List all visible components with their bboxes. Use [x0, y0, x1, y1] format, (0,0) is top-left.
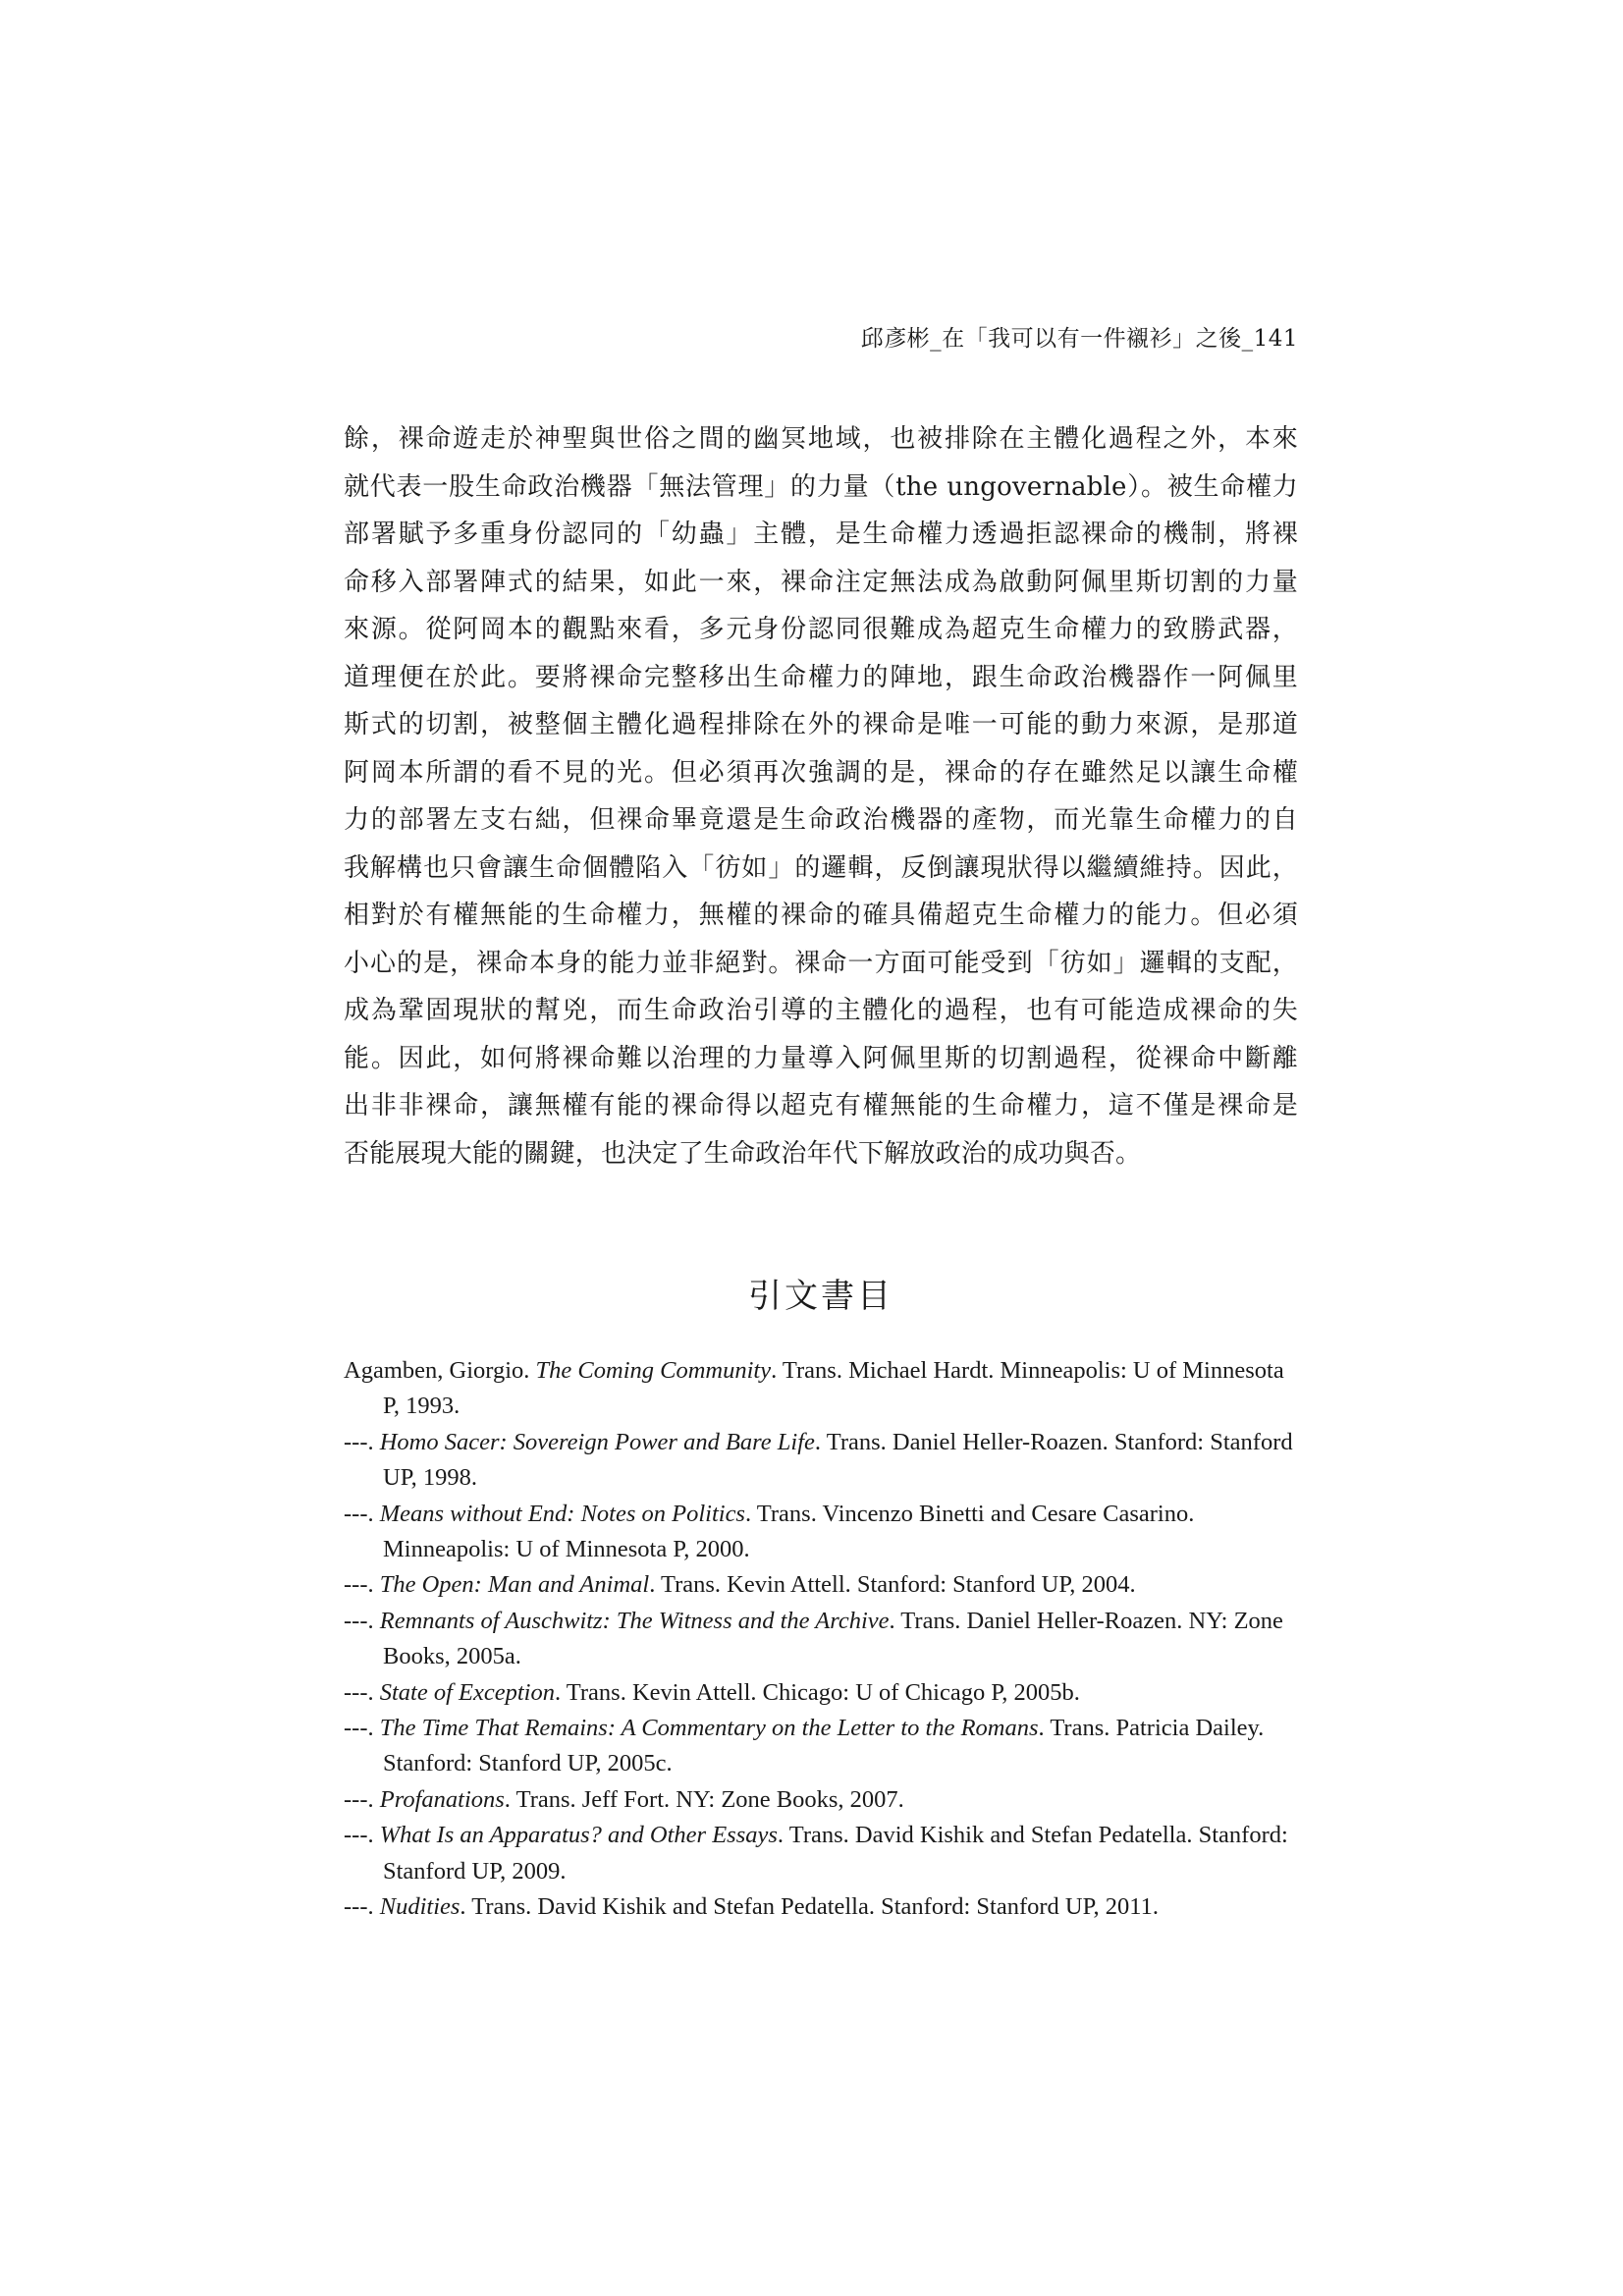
- entry-title: Homo Sacer: Sovereign Power and Bare Life: [379, 1428, 815, 1455]
- bibliography-entry: [344, 1604, 1301, 1675]
- running-header: 邱彥彬_在「我可以有一件襯衫」之後_141: [860, 326, 1298, 352]
- entry-details: . Trans. Kevin Attell. Stanford: Stanford UP, 2004.: [649, 1571, 1136, 1599]
- entry-title: The Coming Community: [535, 1357, 772, 1384]
- entry-details: . Trans. Daniel Heller-Roazen. NY: Zone Books, 2005a.: [383, 1607, 1283, 1670]
- bibliography-heading: 引文書目: [748, 1277, 893, 1316]
- entry-prefix: ---.: [344, 1678, 380, 1706]
- entry-prefix: ---.: [344, 1571, 380, 1599]
- body-line: 餘，裸命遊走於神聖與世俗之間的幽冥地域，也被排除在主體化過程之外，本來: [344, 424, 1298, 454]
- body-line: 小心的是，裸命本身的能力並非絕對。裸命一方面可能受到「彷如」邏輯的支配，: [344, 948, 1298, 978]
- entry-title: State of Exception: [379, 1678, 555, 1706]
- entry-title: What Is an Apparatus? and Other Essays: [379, 1822, 778, 1849]
- entry-prefix: ---.: [344, 1785, 380, 1813]
- entry-title: Nudities: [379, 1893, 460, 1921]
- entry-details: . Trans. Patricia Dailey. Stanford: Stanford UP, 2005c.: [383, 1715, 1265, 1777]
- bibliography-list: [344, 1353, 1301, 1926]
- body-line: 部署賦予多重身份認同的「幼蟲」主體，是生命權力透過拒認裸命的機制，將裸: [344, 519, 1298, 549]
- body-line: 來源。從阿岡本的觀點來看，多元身份認同很難成為超克生命權力的致勝武器，: [344, 615, 1298, 644]
- entry-details: . Trans. Michael Hardt. Minneapolis: U of Minnesota P, 1993.: [383, 1357, 1284, 1420]
- entry-title: Profanations: [379, 1785, 505, 1813]
- body-line: 阿岡本所謂的看不見的光。但必須再次強調的是，裸命的存在雖然足以讓生命權: [344, 757, 1298, 788]
- body-line: 就代表一股生命政治機器「無法管理」的力量（the ungovernable）。被生命權力: [344, 471, 1298, 502]
- bibliography-entry: [344, 1497, 1301, 1568]
- entry-details: . Trans. David Kishik and Stefan Pedatella. Stanford: Stanford UP, 2009.: [383, 1822, 1288, 1885]
- body-paragraph: [344, 415, 1298, 1177]
- bibliography-entry: [344, 1711, 1301, 1782]
- entry-title: Means without End: Notes on Politics: [379, 1500, 745, 1527]
- body-line: 相對於有權無能的生命權力，無權的裸命的確具備超克生命權力的能力。但必須: [344, 901, 1298, 930]
- entry-prefix: ---.: [344, 1893, 380, 1921]
- entry-prefix: Agamben, Giorgio.: [344, 1357, 536, 1384]
- entry-prefix: ---.: [344, 1607, 380, 1634]
- bibliography-entry: [344, 1818, 1301, 1889]
- bibliography-entry: [344, 1567, 1301, 1603]
- entry-title: The Time That Remains: A Commentary on the Letter to the Romans: [379, 1715, 1039, 1742]
- bibliography-entry: [344, 1425, 1301, 1497]
- body-line: 道理便在於此。要將裸命完整移出生命權力的陣地，跟生命政治機器作一阿佩里: [344, 662, 1298, 692]
- entry-details: . Trans. David Kishik and Stefan Pedatella. Stanford: Stanford UP, 2011.: [460, 1893, 1159, 1921]
- body-line: 出非非裸命，讓無權有能的裸命得以超克有權無能的生命權力，這不僅是裸命是: [344, 1091, 1298, 1121]
- entry-title: Remnants of Auschwitz: The Witness and the Archive: [379, 1607, 890, 1634]
- body-line: 成為鞏固現狀的幫兇，而生命政治引導的主體化的過程，也有可能造成裸命的失: [344, 996, 1298, 1025]
- entry-prefix: ---.: [344, 1500, 380, 1527]
- body-line: 能。因此，如何將裸命難以治理的力量導入阿佩里斯的切割過程，從裸命中斷離: [344, 1043, 1298, 1073]
- bibliography-entry: [344, 1675, 1301, 1711]
- bibliography-entry: [344, 1782, 1301, 1818]
- entry-details: . Trans. Vincenzo Binetti and Cesare Casarino. Minneapolis: U of Minnesota P, 2000.: [383, 1500, 1195, 1563]
- entry-details: . Trans. Daniel Heller-Roazen. Stanford: Stanford UP, 1998.: [383, 1428, 1293, 1492]
- bibliography-entry: [344, 1889, 1301, 1925]
- body-line: 否能展現大能的關鍵，也決定了生命政治年代下解放政治的成功與否。: [344, 1138, 1142, 1169]
- entry-details: . Trans. Jeff Fort. NY: Zone Books, 2007.: [504, 1785, 904, 1813]
- entry-prefix: ---.: [344, 1715, 380, 1742]
- entry-details: . Trans. Kevin Attell. Chicago: U of Chicago P, 2005b.: [554, 1678, 1080, 1706]
- body-line: 斯式的切割，被整個主體化過程排除在外的裸命是唯一可能的動力來源，是那道: [344, 710, 1298, 739]
- body-line: 我解構也只會讓生命個體陷入「彷如」的邏輯，反倒讓現狀得以繼續維持。因此，: [344, 852, 1298, 883]
- body-line: 力的部署左支右絀，但裸命畢竟還是生命政治機器的產物，而光靠生命權力的自: [344, 805, 1298, 835]
- entry-prefix: ---.: [344, 1822, 380, 1849]
- entry-title: The Open: Man and Animal: [379, 1571, 650, 1599]
- body-line: 命移入部署陣式的結果，如此一來，裸命注定無法成為啟動阿佩里斯切割的力量: [344, 567, 1298, 597]
- entry-prefix: ---.: [344, 1428, 380, 1455]
- bibliography-entry: [344, 1353, 1301, 1425]
